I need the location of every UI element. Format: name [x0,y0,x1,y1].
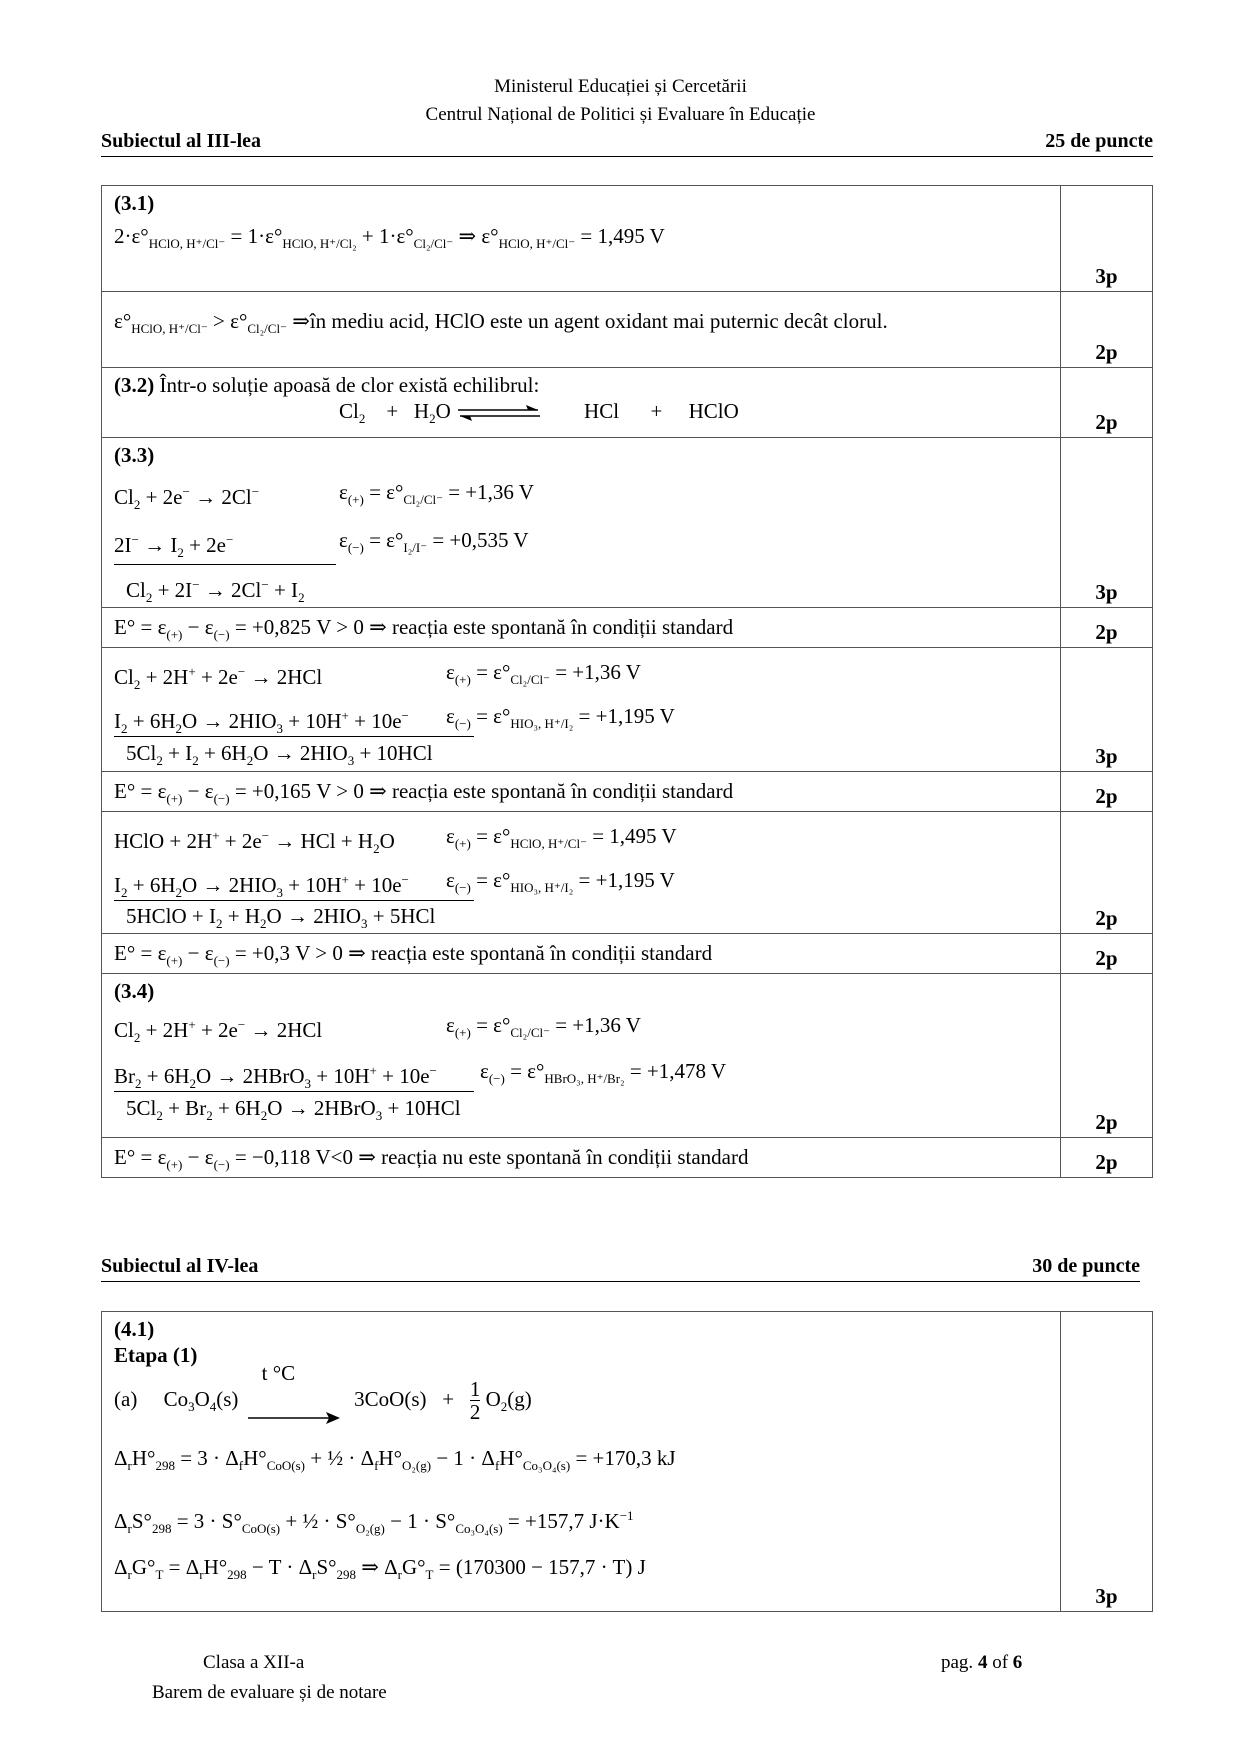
reaction-arrow [244,1360,344,1411]
page-total: 6 [1012,1652,1023,1673]
pts-3-1: 3p [1095,264,1118,288]
pts-3-1b: 2p [1095,340,1118,364]
ministry-title: Ministerul Educației și Cercetării [494,76,747,97]
val-dg: (170300 − 157,7 · T) J [455,1554,646,1579]
pts-3-2: 2p [1095,410,1118,434]
row-3-3d: $E^\circ = \varepsilon_{(+)} - \varepsilon_{(-)} = +0,165$ V > 0 ⇒ reacția este spontană în condiții standard 2p [102,772,1153,812]
row-3-3b: $E^\circ = \varepsilon_{(+)} - \varepsilon_{(-)} = +0,825$ V > 0 ⇒ reacția este spontană în condiții standard 2p [102,608,1153,648]
text-3-2: Într-o soluție apoasă de clor există echilibrul: [159,373,540,397]
pts-3-3a: 3p [1095,580,1118,605]
half-reaction-cl-3: $Cl_2 + 2H^+ + 2e^- \to 2HCl$ $\varepsilon_{(+)} = \varepsilon^\circ_{Cl_2/Cl^-} = +1,36$ V [114,1012,641,1045]
val-emf-4: = −0,118 V<0 ⇒ [234,1145,376,1170]
half-reaction-i: $2I^- \to I_2 + 2e^-$ $\varepsilon_{(-)} = \varepsilon^\circ_{I_2/I^-} = +0,535$ V [114,528,529,561]
subject4-title: Subiectul al IV-lea [101,1255,259,1277]
ineq-3-1: $\varepsilon^\circ_{HClO, H^+/Cl^-} > \varepsilon^\circ_{Cl_2/Cl^-}$ [114,309,287,337]
spont-1: reacția este spontană în condiții standard [391,615,734,640]
row-3-3a [102,438,1153,608]
footer-page [941,1652,1022,1674]
page-number: 4 [977,1652,988,1673]
reaction-condition: t °C [261,1360,296,1385]
subject3-points: 25 de puncte [1045,130,1153,152]
val-e-hclo: = 1,495 V [580,224,665,249]
half-reaction-hbro3: $Br_2 + 6H_2O$ → 2HBrO$_3$ + 10H+ + 10e− $\varepsilon_{(-)} = \varepsilon^\circ_{HBrO_3, H^+/Br_2} = +1,478$ V [114,1058,727,1091]
val-e-hbro3: = +1,478 V [629,1058,727,1083]
footer-grade: Clasa a XII-a [203,1652,305,1673]
label-3-1: (3.1) [114,191,155,215]
val-e-cl-3: = +1,36 V [555,1012,641,1037]
label-3-4: (3.4) [114,979,155,1004]
overall-3-3a: $Cl_2 + 2I^- \to 2Cl^- + I_2$ [126,577,305,606]
row-3-2 [102,368,1153,438]
stage-1: Etapa (1) [114,1343,198,1368]
row-4-1 [102,1312,1153,1612]
pts-3-3b: 2p [1095,620,1118,645]
center-title: Centrul Național de Politici și Evaluare în Educație [425,104,816,125]
subject4-points: 30 de puncte [1032,1255,1140,1277]
spont-3: reacția este spontană în condiții standard [370,941,713,966]
overall-3-3b: $5Cl_2 + I_2 + 6H_2O \to 2HIO_3 + 10HCl$ [126,741,433,769]
label-3-3-text: (3.3) [114,443,155,467]
val-e-hclo-2: = 1,495 V [592,824,677,849]
half-reaction-cl: $Cl_2 + 2e^- \to 2Cl^-$ $\varepsilon_{(+)} = \varepsilon^\circ_{Cl_2/Cl^-} = +1,36$ V [114,480,534,513]
pts-3-4: 2p [1095,1110,1118,1135]
val-emf-3: = +0,3 V > 0 ⇒ [234,941,366,966]
half-reaction-cl-2: $Cl_2 + 2H^+ + 2e^- \to 2HCl$ $\varepsilon_{(+)} = \varepsilon^\circ_{Cl_2/Cl^-} = +1,36$ V [114,660,641,693]
val-e-cl: = +1,36 V [448,480,534,505]
spont-4: reacția nu este spontană în condiții standard [381,1145,749,1170]
entropy-eq: $\Delta_rS^\circ_{298} = 3 \cdot S^\circ_{CoO(s)}$ + ½ · $S^\circ_{O_2(g)} - 1 \cdot S^\circ_{Co_3O_4(s)} = +157,7$ $J\cdot K^{-1}$ [114,1507,634,1536]
subject3-title: Subiectul al III-lea [101,130,262,152]
val-e-i: = +0,535 V [432,528,529,553]
subject4-table [101,1311,1153,1612]
label-3-2: (3.2) [114,373,155,397]
overall-3-3c: 5HClO + $I_2 + H_2O \to 2HIO_3 + 5HCl$ [126,904,436,932]
eq-3-1: $2\cdot\varepsilon^\circ_{HClO, H^+/Cl^-} = 1\cdot\varepsilon^\circ_{HClO, H^+/Cl_2} + 1\cdot\varepsilon^\circ_{Cl_2/Cl^-}$ ⇒ $\varepsilon^\circ_{HClO, H^+/Cl^-} = 1,495$ V [114,224,665,252]
val-emf-2: = +0,165 V > 0 ⇒ [234,779,387,804]
equilibrium-eq: $Cl_2$ + $H_2O$ HCl + HClO [339,399,739,427]
pts-3-3e: 2p [1095,906,1118,931]
subject4-heading [101,1255,1140,1282]
gibbs-eq: $\Delta_rG^\circ_T = \Delta_rH^\circ_{298} - T \cdot \Delta_rS^\circ_{298}$ ⇒ $\Delta_rG^\circ_T = (170300 - 157,7 \cdot T)$ J [114,1554,646,1582]
row-3-3e [102,812,1153,934]
reaction-4-1: (a) $Co_3O_4(s)$ t °C 3CoO(s) + $\frac{1}{2}$ $O_2(g)$ [114,1369,1050,1429]
pts-3-3f: 2p [1095,946,1118,971]
step-a: (a) [114,1386,138,1411]
row-3-4b: $E^\circ = \varepsilon_{(+)} - \varepsilon_{(-)} = -0,118$ V<0 ⇒ reacția nu este spontană în condiții standard 2p [102,1138,1153,1178]
half-reaction-hio3: $I_2 + 6H_2O \to 2HIO_3 + 10H^+ + 10e^-$ $\varepsilon_{(-)} = \varepsilon^\circ_{HIO_3, H^+/I_2} = +1,195$ V [114,704,675,737]
row-3-1 [102,186,1153,292]
half-reaction-hio3-2: $I_2 + 6H_2O \to 2HIO_3 + 10H^+ + 10e^-$ $\varepsilon_{(-)} = \varepsilon^\circ_{HIO_3, H^+/I_2} = +1,195$ V [114,868,675,901]
overall-3-4: $5Cl_2 + Br_2 + 6H_2O$ → 2HBrO$_3$ + 10HCl [126,1095,461,1123]
label-4-1: (4.1) [114,1317,155,1341]
page-of: of [992,1652,1009,1673]
page-prefix: pag. [941,1652,974,1673]
half-reaction-hclo: HClO + 2H+ + 2e− → HCl + $H_2O$ $\varepsilon_{(+)} = \varepsilon^\circ_{HClO, H^+/Cl^-} = 1,495$ V [114,824,677,857]
right-arrow-icon [244,1408,344,1428]
val-dh: = +170,3 kJ [575,1445,676,1470]
val-emf-1: = +0,825 V > 0 ⇒ [234,615,387,640]
val-e-hio3-2: = +1,195 V [578,868,675,893]
equilibrium-arrow-icon [456,403,542,423]
pts-3-3d: 2p [1095,784,1118,809]
val-ds: = +157,7 J·K [507,1508,620,1533]
val-e-hio3: = +1,195 V [578,704,675,729]
pts-3-4b: 2p [1095,1150,1118,1175]
pts-3-3c: 3p [1095,744,1118,769]
row-3-3f: $E^\circ = \varepsilon_{(+)} - \varepsilon_{(-)} = +0,3$ V > 0 ⇒ reacția este spontană în condiții standard 2p [102,934,1153,974]
footer-barem: Barem de evaluare și de notare [152,1682,387,1703]
row-3-1b [102,292,1153,368]
row-3-3c [102,648,1153,772]
conclusion-3-1: ⇒în mediu acid, HClO este un agent oxidant mai puternic decât clorul. [292,309,888,333]
subject3-heading [101,130,1153,157]
val-e-cl-2: = +1,36 V [555,660,641,685]
enthalpy-eq: $\Delta_rH^\circ_{298} = 3 \cdot \Delta_fH^\circ_{CoO(s)}$ + ½ · $\Delta_fH^\circ_{O_2(g)} - 1 \cdot \Delta_fH^\circ_{Co_3O_4(s)} = +170,3$ kJ [114,1445,676,1473]
spont-2: reacția este spontană în condiții standard [391,779,734,804]
pts-4-1: 3p [1095,1584,1118,1608]
row-3-4 [102,974,1153,1138]
subject3-table [101,185,1153,1178]
fraction-half: $\frac{1}{2}$ [469,1377,481,1425]
